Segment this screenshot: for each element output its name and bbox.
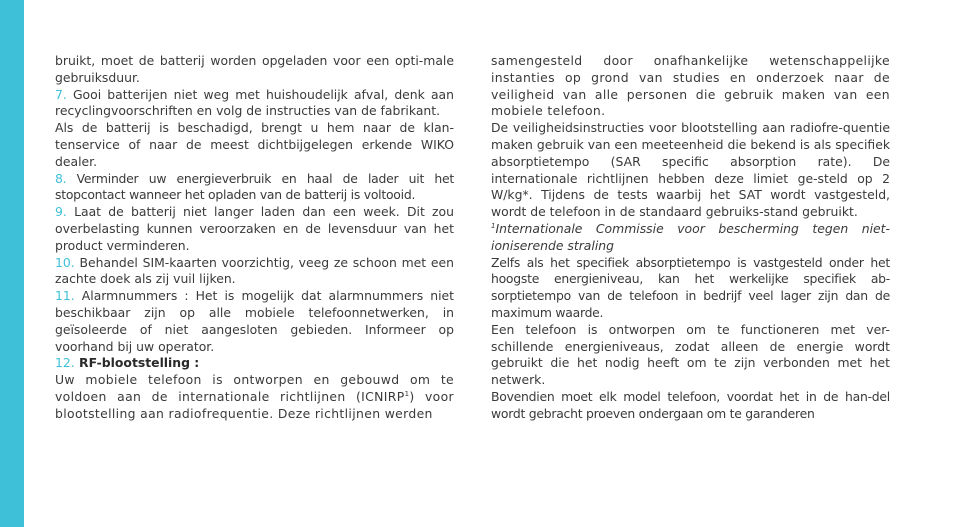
footnote [491,221,890,255]
footnote-marker: 1 [491,221,496,230]
item-number: 11. [55,288,75,304]
item-text: Alarmnummers : Het is mogelijk dat alarmnummers niet beschikbaar zijn op alle mobiele telefoonnetwerken, in geïsoleerde of niet aangesloten gebieden. Informeer op voorhand bij uw operator. [55,288,454,354]
item-number: 9. [55,204,67,220]
footnote-marker: 1 [404,389,410,398]
paragraph-energy-levels: Een telefoon is ontworpen om te functioneren met ver-schillende energieniveaus, zodat alleen de energie wordt gebruikt die het nodig heeft om te zijn verbonden met het netwerk. [491,321,890,388]
item-text: Laat de batterij niet langer laden dan een week. Dit zou overbelasting kunnen veroorzaken en de levensduur van het product verminderen. [55,204,454,253]
item-12 [55,355,454,372]
item-10 [55,255,454,289]
paragraph-testing: Bovendien moet elk model telefoon, voordat het in de han-del wordt gebracht proeven ondergaan om te garanderen [491,388,890,421]
item-number: 7. [55,86,67,102]
text-part: Uw mobiele telefoon is ontworpen en gebouwd om te voldoen aan de internationale richtlijnen (ICNIRP [55,372,454,404]
item-number: 8. [55,170,67,186]
paragraph-rf-guidelines [55,372,454,422]
left-column [55,53,454,423]
paragraph-damaged-battery: Als de batterij is beschadigd, brengt u hem naar de klan-tenservice of naar de meest dichtbijgelegen erkende WIKO dealer. [55,120,454,169]
item-text: Verminder uw energieverbruik en haal de lader uit het stopcontact wanneer het opladen van de batterij is voltooid. [55,170,454,203]
item-7 [55,87,454,121]
sidebar-accent-bar [0,0,24,527]
item-11 [55,288,454,355]
paragraph-battery-charge: bruikt, moet de batterij worden opgeladen voor een opti-male gebruiksduur. [55,53,454,85]
item-8 [55,171,454,205]
item-number: 12. [55,355,75,371]
text-part: ) voor blootstelling aan radiofrequentie. Deze richtlijnen werden [55,388,454,421]
item-9 [55,204,454,254]
paragraph-sar-lower: Zelfs als het specifiek absorptietempo is vastgesteld onder het hoogste energieniveau, kan het werkelijke specifiek ab-sorptietempo van de telefoon in bedrijf veel lager zijn dan de maximum waarde. [491,254,890,320]
item-text: Gooi batterijen niet weg met huishoudelijk afval, denk aan recyclingvoorschriften en volg de instructies van de fabrikant. [55,86,454,119]
right-column [491,53,890,423]
item-number: 10. [55,254,75,270]
item-text: Behandel SIM-kaarten voorzichtig, veeg ze schoon met een zachte doek als zij vuil lijken. [55,254,454,287]
section-heading-rf: RF-blootstelling : [74,355,200,371]
paragraph-compiled: samengesteld door onafhankelijke wetenschappelijke instanties op grond van studies en onderzoek naar de veiligheid van alle personen die gebruik maken van een mobiele telefoon. [491,53,890,119]
footnote-text: Internationale Commissie voor bescherming tegen niet-ioniserende straling [491,220,890,253]
paragraph-sar: De veiligheidsinstructies voor blootstelling aan radiofre-quentie maken gebruik van een meeteenheid die bekend is als specifiek absorptietempo (SAR specific absorption rate). De internationale richtlijnen hebben deze limiet ge-steld op 2 W/kg*. Tijdens de tests waarbij het SAT wordt vastgesteld, wordt de telefoon in de standaard gebruiks-stand gebruikt. [491,120,890,220]
